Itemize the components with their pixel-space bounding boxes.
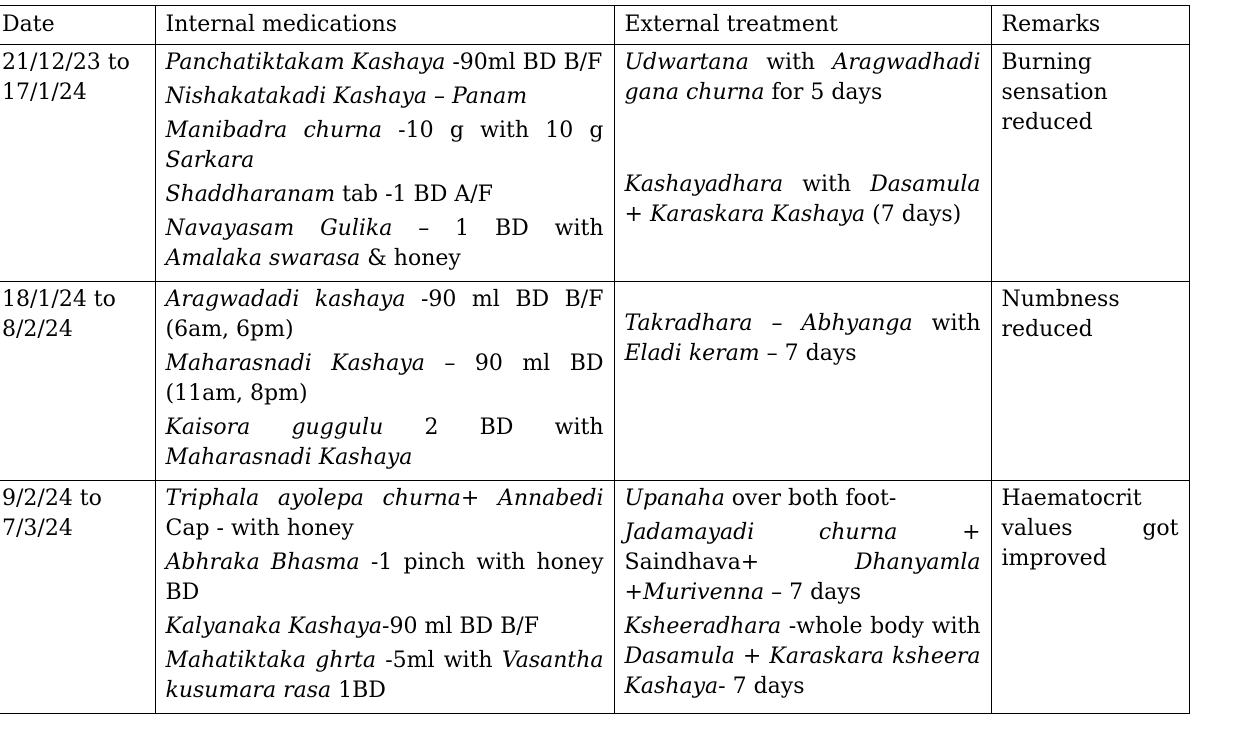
date-line: 17/1/24 [2, 80, 87, 105]
treatment-entry [625, 484, 981, 514]
medication-entry [166, 612, 604, 642]
text-run: -90 ml BD B/F (6am, 6pm) [165, 287, 604, 342]
italic-text-run: Upanaha [624, 486, 725, 511]
text-run: & honey [360, 246, 461, 271]
italic-text-run: Karaskara ksheera Kashaya [624, 644, 981, 699]
text-run: Cap - with honey [165, 516, 354, 541]
italic-text-run: Vasantha kusumara rasa [165, 648, 604, 703]
text-run: – 7 days [764, 580, 861, 605]
text-run: -1 pinch with honey BD [165, 550, 604, 605]
table-row [0, 481, 1189, 714]
header-external-treatment: External treatment [614, 6, 991, 45]
remarks-cell [991, 481, 1189, 714]
date-line: 21/12/23 to [2, 50, 130, 75]
remarks-cell [991, 282, 1189, 481]
date-cell [0, 45, 155, 282]
header-remarks: Remarks [991, 6, 1189, 45]
date-line: 7/3/24 [2, 516, 73, 541]
date-line: 9/2/24 to [2, 486, 102, 511]
treatment-entry [625, 170, 981, 230]
text-run: with [783, 172, 871, 197]
italic-text-run: Navayasam Gulika – [165, 216, 456, 241]
italic-text-run: Dasamula [624, 644, 735, 669]
medication-entry [166, 646, 604, 706]
italic-text-run: Kalyanaka Kashaya [165, 614, 383, 639]
medication-entry [166, 285, 604, 345]
date-cell [0, 282, 155, 481]
italic-text-run: Aragwadadi kashaya [165, 287, 406, 312]
remark-line: Haematocrit values got improved [1001, 486, 1179, 571]
text-run: for 5 days [764, 80, 883, 105]
text-run: + Saindhava+ [624, 520, 981, 575]
text-run: 1BD [331, 678, 386, 703]
text-run: 1 BD with [455, 216, 604, 241]
remark-line: sensation [1001, 80, 1108, 105]
date-line: 18/1/24 to [2, 287, 116, 312]
treatment-entry [625, 309, 981, 369]
text-run: + [734, 644, 770, 669]
date-cell [0, 481, 155, 714]
italic-text-run: Karaskara Kashaya [649, 202, 866, 227]
italic-text-run: Eladi keram [624, 341, 760, 366]
external-treatment-cell [614, 45, 991, 282]
medication-entry [166, 349, 604, 409]
text-run: over both foot- [724, 486, 897, 511]
text-run: + [624, 580, 643, 605]
header-row [0, 6, 1189, 45]
italic-text-run: Ksheeradhara [624, 614, 782, 639]
external-treatment-cell [614, 481, 991, 714]
italic-text-run: Dasamula [870, 172, 981, 197]
italic-text-run: Manibadra churna [165, 118, 382, 143]
treatment-table [0, 5, 1190, 714]
italic-text-run: Dhanyamla [854, 550, 981, 575]
text-run: -10 g with 10 g [381, 118, 604, 143]
italic-text-run: Shaddharanam [165, 182, 336, 207]
remark-line: Burning [1001, 50, 1092, 75]
header-internal-medications: Internal medications [155, 6, 614, 45]
text-run: + [624, 202, 650, 227]
italic-text-run: Nishakatakadi Kashaya – Panam [165, 84, 528, 109]
treatment-entry [625, 518, 981, 608]
text-run: (7 days) [865, 202, 962, 227]
date-line: 8/2/24 [2, 317, 73, 342]
remark-line: reduced [1001, 110, 1093, 135]
italic-text-run: Aragwadhadi gana churna [624, 50, 981, 105]
italic-text-run: Maharasnadi Kashaya [165, 445, 413, 470]
text-run: - 7 days [718, 674, 805, 699]
italic-text-run: Murivenna [642, 580, 765, 605]
medication-entry [166, 180, 604, 210]
text-run: -whole body with [781, 614, 981, 639]
italic-text-run: Udwartana [624, 50, 749, 75]
text-run: -90ml BD B/F [445, 50, 603, 75]
header-date: Date [0, 6, 155, 45]
remark-line: Numbness [1001, 287, 1120, 312]
medication-entry [166, 116, 604, 176]
text-run: – 90 ml BD (11am, 8pm) [165, 351, 604, 406]
medication-entry [166, 214, 604, 274]
italic-text-run: Triphala ayolepa churna+ Annabedi [165, 486, 604, 511]
italic-text-run: Abhraka Bhasma [165, 550, 360, 575]
medication-entry [166, 484, 604, 544]
text-run: – 7 days [759, 341, 857, 366]
italic-text-run: Panchatiktakam Kashaya [165, 50, 446, 75]
text-run: -5ml with [375, 648, 502, 673]
internal-medications-cell [155, 481, 614, 714]
medication-entry [166, 48, 604, 78]
italic-text-run: Jadamayadi churna [624, 520, 898, 545]
text-run: tab -1 BD A/F [335, 182, 493, 207]
medication-entry [166, 413, 604, 473]
external-treatment-cell [614, 282, 991, 481]
italic-text-run: Takradhara – Abhyanga [624, 311, 913, 336]
text-run: with [912, 311, 981, 336]
italic-text-run: Sarkara [165, 148, 255, 173]
text-run: -90 ml BD B/F [382, 614, 539, 639]
remarks-cell [991, 45, 1189, 282]
medication-entry [166, 548, 604, 608]
table-row [0, 45, 1189, 282]
medication-entry [166, 82, 604, 112]
text-run: 2 BD with [383, 415, 604, 440]
remark-line: reduced [1001, 317, 1093, 342]
internal-medications-cell [155, 282, 614, 481]
italic-text-run: Maharasnadi Kashaya [165, 351, 425, 376]
italic-text-run: Amalaka swarasa [165, 246, 361, 271]
table-row [0, 282, 1189, 481]
treatment-entry [625, 48, 981, 108]
italic-text-run: Mahatiktaka ghrta [165, 648, 376, 673]
italic-text-run: Kaisora guggulu [165, 415, 384, 440]
text-run: with [748, 50, 833, 75]
italic-text-run: Kashayadhara [624, 172, 784, 197]
internal-medications-cell [155, 45, 614, 282]
treatment-entry [625, 612, 981, 702]
